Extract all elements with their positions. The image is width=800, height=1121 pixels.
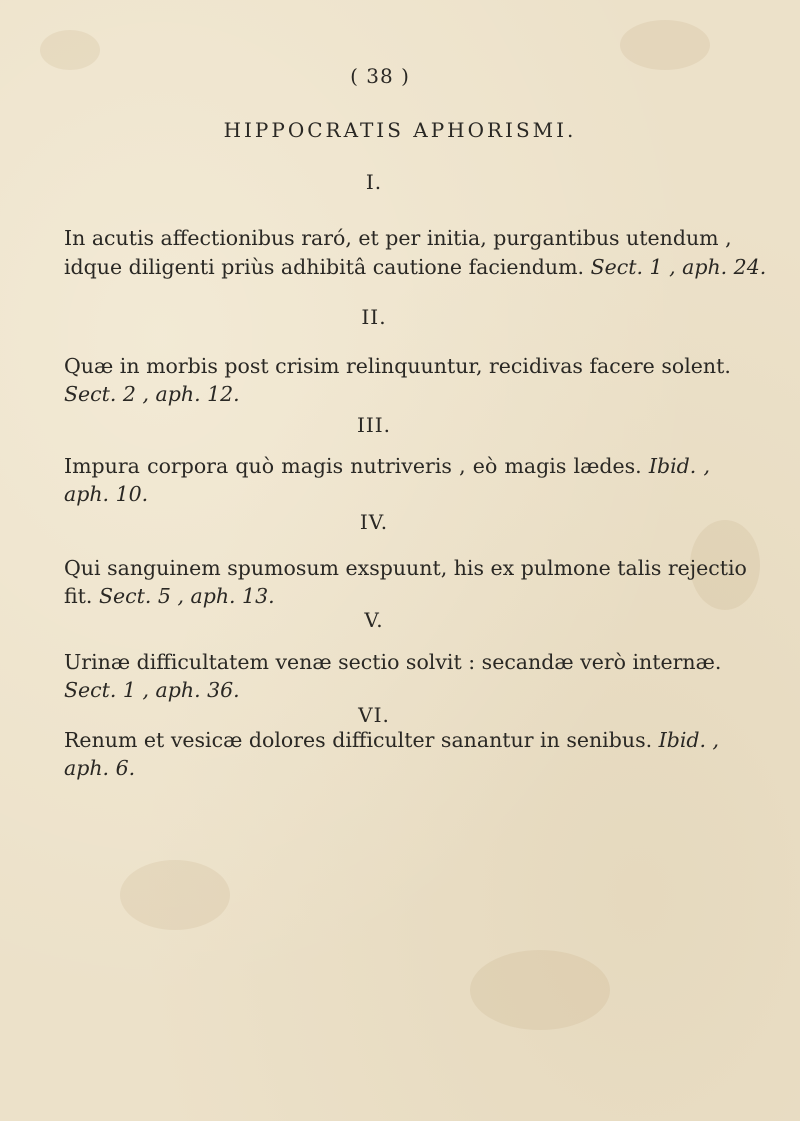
paper-stain — [620, 20, 710, 70]
page-number: ( 38 ) — [350, 64, 410, 88]
aphorism-line: Quæ in morbis post crisim relinquuntur, recidivas facere solent. — [64, 354, 731, 378]
aphorism-numeral: I. — [365, 170, 383, 194]
aphorism-numeral: IV. — [359, 510, 389, 534]
aphorism-line — [64, 755, 710, 781]
citation: Sect. 5 , aph. 13. — [98, 584, 275, 608]
citation: aph. 10. — [64, 482, 149, 506]
page-title: HIPPOCRATIS APHORISMI. — [223, 118, 577, 142]
aphorism-numeral: V. — [364, 608, 384, 632]
aphorism-line: idque diligenti priùs adhibitâ cautione faciendum. Sect. 1 , aph. 24. — [64, 255, 767, 279]
aphorism-line: Urinæ difficultatem venæ sectio solvit : secandæ verò internæ. — [64, 650, 722, 674]
aphorism-numeral: II. — [361, 305, 387, 329]
aphorism-line: Impura corpora quò magis nutriveris , eò magis lædes. Ibid. , — [64, 454, 710, 478]
aphorism-line: Renum et vesicæ dolores difficulter sanantur in senibus. Ibid. , — [64, 728, 720, 752]
aphorism-line — [64, 677, 710, 703]
paper-stain — [120, 860, 230, 930]
citation: Sect. 1 , aph. 24. — [590, 255, 767, 279]
citation: Sect. 2 , aph. 12. — [64, 382, 240, 406]
aphorism-line: In acutis affectionibus raró, et per initia, purgantibus utendum , — [64, 226, 732, 250]
citation: Ibid. , — [658, 728, 720, 752]
aphorism-line: Qui sanguinem spumosum exspuunt, his ex pulmone talis rejectio — [64, 556, 747, 580]
citation: aph. 6. — [64, 756, 136, 780]
aphorism-numeral: VI. — [358, 703, 390, 727]
aphorism-line — [64, 481, 710, 507]
citation: Ibid. , — [648, 454, 710, 478]
aphorism-line — [64, 381, 710, 407]
aphorism-numeral: III. — [356, 413, 392, 437]
paper-stain — [470, 950, 610, 1030]
citation: Sect. 1 , aph. 36. — [64, 678, 240, 702]
aphorism-line: fit. Sect. 5 , aph. 13. — [64, 584, 275, 608]
